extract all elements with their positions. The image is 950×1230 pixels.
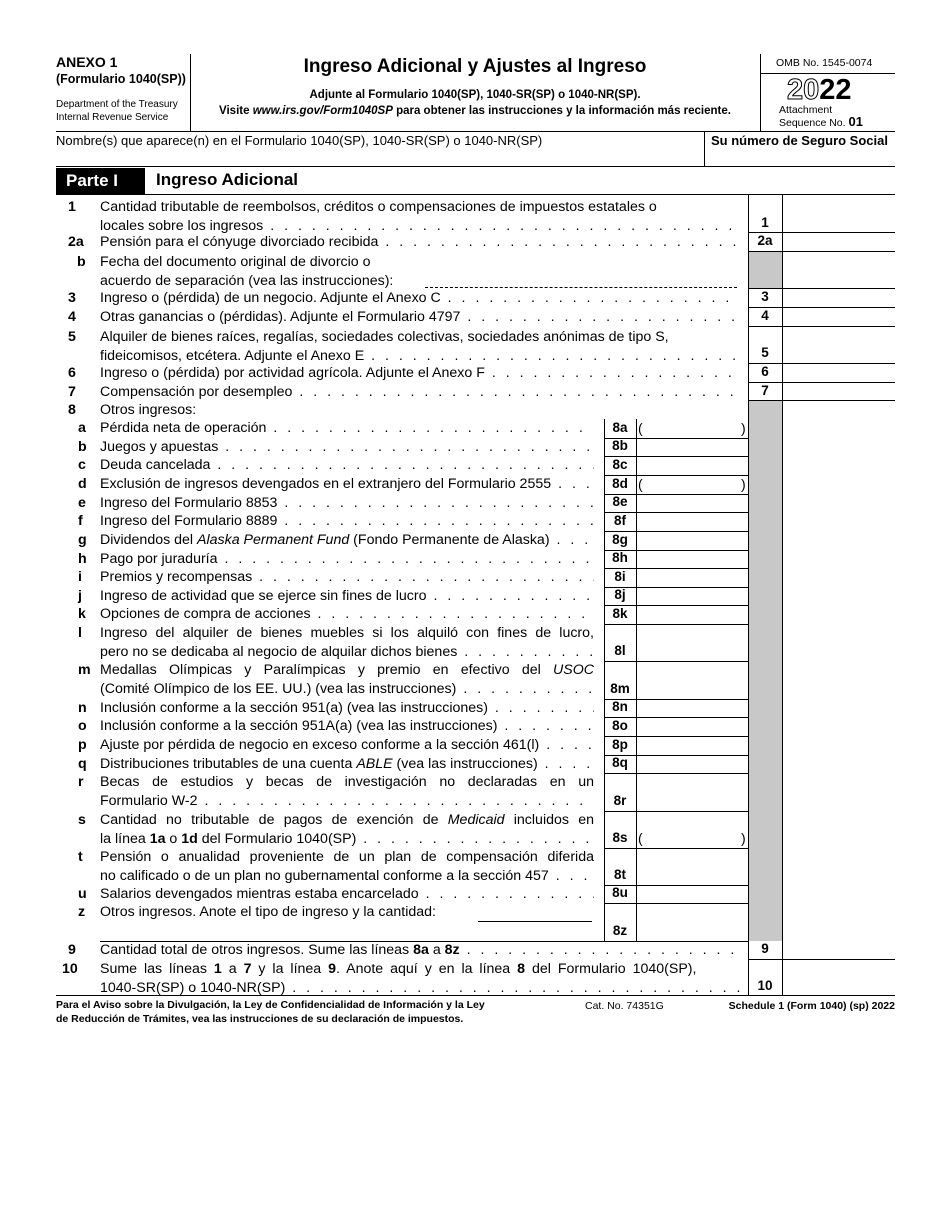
- shaded-line8: [749, 400, 782, 941]
- line-8b-letter: b: [78, 439, 87, 455]
- amount-field-9[interactable]: [784, 942, 894, 958]
- line-5-box: 5: [761, 345, 769, 360]
- line-8n-letter: n: [78, 700, 87, 716]
- line-8m-box-label: 8m: [610, 681, 630, 696]
- line-8o-amount-field[interactable]: [638, 718, 747, 735]
- line-4-text: Otras ganancias o (pérdidas). Adjunte el Formulario 4797 . . .: [100, 308, 740, 327]
- line-8l-amount-field[interactable]: [638, 625, 747, 660]
- line-3-number: 3: [68, 290, 76, 306]
- line-5-text: [100, 328, 740, 365]
- rule-4: [748, 326, 895, 327]
- line-1-text-b: locales sobre los ingresos . . .: [100, 217, 740, 236]
- line-8p-text: Ajuste por pérdida de negocio en exceso conforme a la sección 461(l) . . .: [100, 736, 594, 755]
- header-bottom-rule: [56, 131, 895, 132]
- line-9-text-a: Cantidad total de otros ingresos. Sume las líneas: [100, 942, 414, 958]
- line-8s-box-label: 8s: [612, 830, 628, 845]
- line-1-text: [100, 198, 740, 235]
- form-reference: (Formulario 1040(SP)): [56, 72, 186, 86]
- line-8u-letter: u: [78, 886, 87, 902]
- visit-instruction: [190, 105, 760, 117]
- line-8o-text: Inclusión conforme a la sección 951A(a) (vea las instrucciones) . . .: [100, 717, 594, 736]
- line-8a-amount-field[interactable]: [638, 420, 747, 437]
- line-8p-amount-field[interactable]: [638, 737, 747, 754]
- line-8k-amount-field[interactable]: [638, 606, 747, 623]
- line-8e-text: Ingreso del Formulario 8853 . . .: [100, 494, 594, 513]
- line-8o-letter: o: [78, 718, 87, 734]
- line-10-text-a: Sume las líneas 1 a 7 y la línea 9. Anote aquí y en la línea 8 del Formulario 1040(SP),: [100, 961, 697, 977]
- line-2a-number: 2a: [68, 234, 84, 250]
- line-1-text-a: Cantidad tributable de reembolsos, créditos o compensaciones de impuestos estatales o: [100, 199, 657, 215]
- attachment-label: Attachment: [779, 104, 833, 116]
- part-title: Ingreso Adicional: [156, 170, 299, 189]
- line-8h-amount-field[interactable]: [638, 551, 747, 567]
- irs-url-link[interactable]: www.irs.gov/Form1040SP: [252, 105, 393, 117]
- line-8a-letter: a: [78, 420, 86, 436]
- open-paren: (: [638, 830, 643, 846]
- tax-year: [787, 74, 852, 106]
- line-8o-box-label: 8o: [612, 718, 628, 733]
- line-8l-text: Ingreso del alquiler de bienes muebles si los alquiló con fines de lucro, pero no se dedicaba al negocio de alquilar dichos bienes . . .: [100, 624, 594, 661]
- line-9-text-b: 8a: [413, 942, 429, 958]
- line-8t-box-label: 8t: [613, 867, 626, 882]
- department-line-1: Department of the Treasury: [56, 99, 178, 110]
- sequence-number: 01: [848, 114, 863, 129]
- line-2b-letter: b: [77, 254, 86, 270]
- line-8m-text: Medallas Olímpicas y Paralímpicas y premio en efectivo del USOC (Comité Olímpico de los EE. UU.) (vea las instrucciones) . . .: [100, 661, 594, 698]
- department-line-2: Internal Revenue Service: [56, 112, 169, 123]
- amount-field-4[interactable]: [784, 309, 894, 325]
- line-8l-box-label: 8l: [614, 643, 626, 658]
- line-8r-text: Becas de estudios y becas de investigación no declaradas en un Formulario W-2 . . .: [100, 773, 594, 810]
- close-paren: ): [741, 420, 746, 436]
- line-8g-box-label: 8g: [612, 532, 628, 547]
- line-8q-amount-field[interactable]: [638, 756, 747, 772]
- amount-field-10[interactable]: [784, 961, 894, 994]
- line-8-number: 8: [68, 402, 76, 418]
- line-7-number: 7: [68, 384, 76, 400]
- line-8z-type-field[interactable]: [478, 921, 592, 922]
- line-8b-text: Juegos y apuestas . . .: [100, 438, 594, 457]
- line-8t-text: Pensión o anualidad proveniente de un plan de compensación diferida no calificado o de un plan no gubernamental conforme a la sección 457 . . .: [100, 848, 594, 885]
- line-8k-letter: k: [78, 606, 86, 622]
- line-9-number: 9: [68, 942, 76, 958]
- ssn-label: Su número de Seguro Social: [711, 133, 888, 148]
- attach-instruction: Adjunte al Formulario 1040(SP), 1040-SR(SP) o 1040-NR(SP).: [309, 89, 641, 101]
- line-8c-amount-field[interactable]: [638, 457, 747, 474]
- line-8j-text: Ingreso de actividad que se ejerce sin fines de lucro . . .: [100, 587, 594, 606]
- names-bottom-rule: [56, 166, 895, 167]
- line-8n-text: Inclusión conforme a la sección 951(a) (vea las instrucciones) . . .: [100, 699, 594, 718]
- line-8q-box-label: 8q: [612, 755, 628, 770]
- line-2b-text-b: acuerdo de separación (vea las instrucciones):: [100, 272, 394, 289]
- rule-7: [748, 400, 895, 401]
- ssn-divider: [704, 131, 705, 167]
- line-8f-letter: f: [78, 513, 83, 529]
- line-8p-letter: p: [78, 737, 87, 753]
- line-8u-text: Salarios devengados mientras estaba encarcelado . . .: [100, 885, 594, 904]
- line-8a-box-label: 8a: [612, 420, 628, 435]
- line-8c-box-label: 8c: [612, 457, 628, 472]
- line-2b-text-a: Fecha del documento original de divorcio o: [100, 254, 371, 270]
- close-paren: ): [741, 476, 746, 492]
- rule-9: [748, 959, 895, 960]
- omb-number: OMB No. 1545-0074: [776, 57, 873, 69]
- line-8h-box-label: 8h: [612, 550, 628, 565]
- line-8r-letter: r: [78, 774, 84, 790]
- line-8i-text: Premios y recompensas . . .: [100, 568, 594, 587]
- line-4-number: 4: [68, 309, 76, 325]
- line-10-number: 10: [62, 961, 78, 977]
- tax-year-outline: 20: [787, 74, 820, 106]
- line-8z-letter: z: [78, 904, 86, 920]
- line-3-text: Ingreso o (pérdida) de un negocio. Adjunte el Anexo C . . .: [100, 289, 740, 308]
- attachment-sequence: [779, 104, 863, 129]
- line-8g-letter: g: [78, 532, 87, 548]
- line-10-text: [100, 960, 740, 997]
- tax-year-bold: 22: [819, 74, 852, 106]
- line-6-number: 6: [68, 365, 76, 381]
- line-9-text: [100, 941, 740, 960]
- line-8t-amount-field[interactable]: [638, 849, 747, 884]
- line-8d-text: Exclusión de ingresos devengados en el extranjero del Formulario 2555 . . .: [100, 475, 594, 494]
- line-8e-box-label: 8e: [612, 494, 628, 509]
- amount-field-5[interactable]: [784, 328, 894, 362]
- line-4-box: 4: [761, 308, 769, 323]
- line-9-text-d: 8z: [444, 942, 460, 958]
- line-10-box: 10: [757, 978, 773, 993]
- amount-field-2a[interactable]: [784, 234, 894, 250]
- line-8s-letter: s: [78, 812, 86, 828]
- line-7-text: Compensación por desempleo . . .: [100, 383, 740, 402]
- line-6-text: Ingreso o (pérdida) por actividad agrícola. Adjunte el Anexo F . . .: [100, 364, 740, 383]
- privacy-notice: [56, 999, 485, 1026]
- line-8b-box-label: 8b: [612, 438, 628, 453]
- line-8i-box-label: 8i: [614, 569, 626, 584]
- line-8k-text: Opciones de compra de acciones . . .: [100, 605, 594, 624]
- open-paren: (: [638, 476, 643, 492]
- close-paren: ): [741, 830, 746, 846]
- line-8u-box-label: 8u: [612, 885, 628, 900]
- line-8s-amount-field[interactable]: [638, 812, 747, 847]
- line-2b-text: [100, 253, 430, 290]
- line-8d-box-label: 8d: [612, 476, 628, 491]
- line-8f-amount-field[interactable]: [638, 513, 747, 530]
- line-8c-text: Deuda cancelada . . .: [100, 456, 594, 475]
- right-amount-divider: [782, 195, 783, 995]
- amount-field-3[interactable]: [784, 290, 894, 306]
- line-8p-box-label: 8p: [612, 737, 628, 752]
- schedule-label: ANEXO 1: [56, 54, 118, 70]
- line-8r-amount-field[interactable]: [638, 774, 747, 810]
- part-label: Parte I: [56, 168, 145, 194]
- sequence-label: Sequence No.: [779, 117, 846, 129]
- form-footer-id: Schedule 1 (Form 1040) (sp) 2022: [728, 1000, 895, 1012]
- names-field[interactable]: [56, 148, 701, 166]
- line-8n-box-label: 8n: [612, 699, 628, 714]
- line-8r-box-label: 8r: [613, 793, 627, 808]
- line-2a-box: 2a: [757, 233, 773, 248]
- divorce-date-field[interactable]: [425, 272, 737, 288]
- line-8s-text: Cantidad no tributable de pagos de exención de Medicaid incluidos en la línea 1a o 1d del Formulario 1040(SP) . . .: [100, 811, 594, 848]
- part-bottom-rule: [56, 194, 895, 195]
- line-1-box: 1: [761, 215, 769, 230]
- line-8j-box-label: 8j: [614, 587, 626, 602]
- line-1-number: 1: [68, 199, 76, 215]
- catalog-number: Cat. No. 74351G: [585, 1000, 664, 1012]
- line-8e-amount-field[interactable]: [638, 495, 747, 511]
- line-8h-text: Pago por juraduría . . .: [100, 550, 594, 569]
- line-8j-amount-field[interactable]: [638, 588, 747, 604]
- line-8d-letter: d: [78, 476, 87, 492]
- line-8b-amount-field[interactable]: [638, 439, 747, 455]
- line-8a-text: Pérdida neta de operación . . .: [100, 419, 594, 438]
- line-8q-text: Distribuciones tributables de una cuenta ABLE (vea las instrucciones) . . .: [100, 755, 594, 774]
- amount-field-7[interactable]: [784, 384, 894, 399]
- line-8u-amount-field[interactable]: [638, 886, 747, 902]
- privacy-notice-line-1: Para el Aviso sobre la Divulgación, la Ley de Confidencialidad de Información y la Ley: [56, 999, 485, 1011]
- line-3-box: 3: [761, 289, 769, 304]
- amount-field-6[interactable]: [784, 365, 894, 381]
- line-5-text-a: Alquiler de bienes raíces, regalías, sociedades colectivas, sociedades anónimas de tipo S,: [100, 329, 669, 345]
- line-8n-amount-field[interactable]: [638, 700, 747, 716]
- line-8g-amount-field[interactable]: [638, 532, 747, 549]
- visit-prefix: Visite: [219, 105, 253, 117]
- line-8z-amount-field[interactable]: [638, 904, 747, 940]
- line-9-box: 9: [761, 941, 769, 956]
- visit-suffix: para obtener las instrucciones y la información más reciente.: [392, 105, 731, 117]
- names-label: Nombre(s) que aparece(n) en el Formulario 1040(SP), 1040-SR(SP) o 1040-NR(SP): [56, 133, 543, 148]
- shaded-2b: [749, 252, 782, 289]
- line-2a-text: Pensión para el cónyuge divorciado recibida . . .: [100, 233, 740, 252]
- line-8d-amount-field[interactable]: [638, 476, 747, 493]
- line-8z-text: Otros ingresos. Anote el tipo de ingreso y la cantidad:: [100, 904, 436, 920]
- line-5-text-b: fideicomisos, etcétera. Adjunte el Anexo E . . .: [100, 347, 740, 366]
- line-8m-amount-field[interactable]: [638, 662, 747, 698]
- ssn-field[interactable]: [708, 148, 894, 166]
- line-9-text-c: a: [428, 942, 445, 958]
- open-paren: (: [638, 420, 643, 436]
- line-8l-letter: l: [78, 625, 82, 641]
- inner-box-divider: [636, 419, 637, 941]
- rule-2a: [748, 251, 895, 252]
- form-title-block: [190, 56, 760, 117]
- privacy-notice-line-2: de Reducción de Trámites, vea las instrucciones de su declaración de impuestos.: [56, 1012, 464, 1025]
- line-8k-box-label: 8k: [612, 606, 628, 621]
- amount-field-1[interactable]: [784, 197, 894, 231]
- line-8f-text: Ingreso del Formulario 8889 . . .: [100, 512, 594, 531]
- line-8z-box-label: 8z: [612, 923, 628, 938]
- line-5-number: 5: [68, 329, 76, 345]
- line-8f-box-label: 8f: [613, 513, 626, 528]
- schedule-id-block: [56, 54, 190, 124]
- line-8c-letter: c: [78, 457, 86, 473]
- line-8i-letter: i: [78, 569, 82, 585]
- line-8t-letter: t: [78, 849, 83, 865]
- line-8q-letter: q: [78, 756, 87, 772]
- line-8j-letter: j: [78, 588, 82, 604]
- line-8h-letter: h: [78, 551, 87, 567]
- line-8m-letter: m: [78, 662, 91, 678]
- line-8g-text: Dividendos del Alaska Permanent Fund (Fondo Permanente de Alaska) . . .: [100, 531, 594, 550]
- line-10-text-b: 1040-SR(SP) o 1040-NR(SP) . . .: [100, 979, 740, 998]
- line-6-box: 6: [761, 364, 769, 379]
- header-divider-right: [760, 54, 761, 131]
- line-7-box: 7: [761, 383, 769, 398]
- line-8i-amount-field[interactable]: [638, 569, 747, 586]
- form-title: Ingreso Adicional y Ajustes al Ingreso: [303, 56, 647, 77]
- line-8e-letter: e: [78, 495, 86, 511]
- line-8-text: Otros ingresos:: [100, 402, 197, 418]
